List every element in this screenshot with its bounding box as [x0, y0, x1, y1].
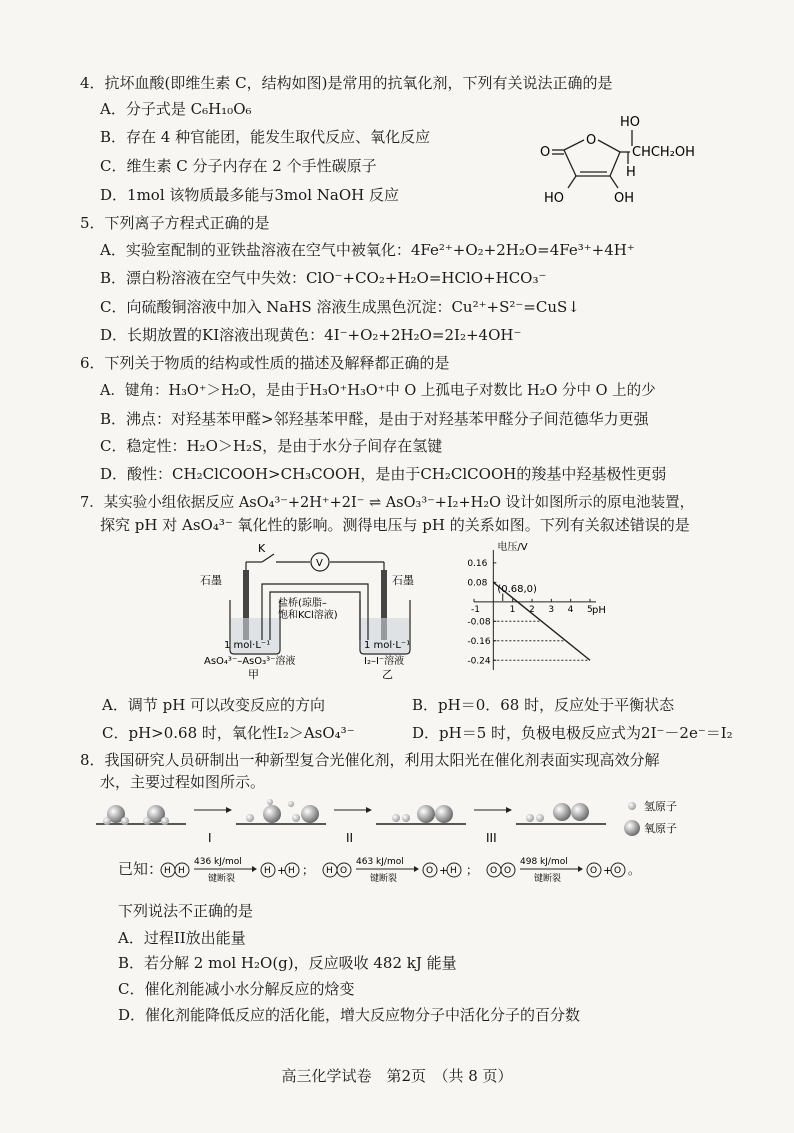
atom-o-2: O	[426, 866, 434, 876]
svg-text:；: ；	[466, 863, 479, 877]
svg-text:。: 。	[628, 863, 641, 877]
legend-hydrogen: 氢原子	[644, 800, 677, 813]
y-axis-label: 电压/V	[497, 542, 528, 553]
q8-option-c: C．催化剂能减小水分解反应的焓变	[118, 980, 355, 998]
bond-energy-ho: 463 kJ/mol	[356, 857, 404, 867]
left-cell-label: 甲	[248, 668, 259, 681]
q6-option-b: B．沸点：对羟基苯甲醛>邻羟基苯甲醛，是由于对羟基苯甲醛分子间范德华力更强	[100, 410, 649, 428]
y-tick-label-3: -0.16	[467, 636, 491, 647]
question-5-stem: 5．下列离子方程式正确的是	[80, 214, 270, 232]
curve-label: l	[501, 592, 505, 604]
question-7	[80, 492, 720, 536]
atom-h-6: H	[450, 866, 457, 876]
question-4	[80, 72, 720, 94]
left-solution-name: AsO₄³⁻–AsO₃³⁻溶液	[204, 656, 296, 667]
question-8-stem-line1: 8．我国研究人员研制出一种新型复合光催化剂，利用太阳光在催化剂表面实现高效分解	[80, 751, 660, 769]
atom-o-5: O	[590, 866, 598, 876]
right-graphite-label: 石墨	[392, 574, 414, 587]
y-tick-label-2: -0.08	[467, 617, 491, 628]
switch-label: K	[258, 542, 266, 555]
atom-h-1: H	[164, 866, 171, 876]
q8-option-a: A．过程II放出能量	[118, 929, 246, 947]
question-6	[80, 352, 720, 374]
right-cell-label: 乙	[382, 668, 393, 681]
x-axis-label: pH	[592, 604, 606, 616]
bond-energy-oo: 498 kJ/mol	[520, 857, 568, 867]
step-label-1: I	[208, 831, 212, 845]
y-tick-label-0: 0.16	[467, 558, 488, 569]
q5-option-c: C．向硫酸铜溶液中加入 NaHS 溶液生成黑色沉淀：Cu²⁺+S²⁻=CuS↓	[100, 298, 580, 316]
atom-h-3: H	[264, 866, 271, 876]
x-tick-label-3: 3	[548, 604, 555, 615]
structure-label-ho-top: HO	[620, 115, 641, 130]
q7-option-d: D．pH＝5 时，负极电极反应式为2I⁻－2e⁻＝I₂	[412, 724, 733, 742]
svg-text:+: +	[603, 864, 613, 877]
voltmeter-label: V	[316, 558, 323, 569]
structure-label-ho-bottom: HO	[544, 191, 565, 206]
atom-o-4: O	[504, 866, 512, 876]
q7-option-b: B．pH＝0．68 时，反应处于平衡状态	[412, 696, 675, 714]
salt-bridge-label-1: 盐桥(琼脂–	[278, 598, 327, 609]
bond-energy-equations	[160, 852, 680, 886]
q5-option-b: B．漂白粉溶液在空气中失效：ClO⁻+CO₂+H₂O=HClO+HCO₃⁻	[100, 269, 547, 287]
structure-label-chch2oh: CHCH₂OH	[632, 145, 695, 160]
chart-annotation: (0.68,0)	[497, 583, 537, 595]
q6-option-c: C．稳定性：H₂O＞H₂S，是由于水分子间存在氢键	[100, 437, 443, 455]
q7-option-c: C．pH>0.68 时，氧化性I₂＞AsO₄³⁻	[102, 724, 355, 742]
structure-label-o-carbonyl: O	[540, 145, 551, 160]
x-tick-label-5: 5	[587, 604, 593, 615]
water-splitting-process-diagram	[96, 796, 726, 852]
bond-break-label-3: 键断裂	[534, 874, 562, 884]
voltage-ph-chart	[460, 538, 610, 678]
q8-sub-stem: 下列说法不正确的是	[118, 902, 254, 920]
question-8-stem-line2: 水，主要过程如图所示。	[100, 773, 266, 791]
q6-option-a: A．键角：H₃O⁺＞H₂O，是由于H₃O⁺H₃O⁺中 O 上孤电子对数比 H₂O 分中 O 上的少	[100, 383, 656, 399]
svg-text:+: +	[277, 864, 287, 877]
svg-text:+: +	[439, 864, 449, 877]
q8-option-b: B．若分解 2 mol H₂O(g)，反应吸收 482 kJ 能量	[118, 954, 457, 972]
structure-label-h: H	[626, 165, 636, 180]
atom-o-6: O	[614, 866, 622, 876]
q8-option-d: D．催化剂能降低反应的活化能，增大反应物分子中活化分子的百分数	[118, 1006, 581, 1024]
known-prefix: 已知：	[118, 860, 164, 878]
atom-o-3: O	[490, 866, 498, 876]
atom-h-5: H	[326, 866, 333, 876]
question-4-stem: 4．抗坏血酸(即维生素 C，结构如图)是常用的抗氧化剂，下列有关说法正确的是	[80, 74, 613, 92]
atom-h-4: H	[288, 866, 295, 876]
q6-option-d: D．酸性：CH₂ClCOOH>CH₃COOH，是由于CH₂ClCOOH的羧基中羟基极性更弱	[100, 465, 667, 483]
question-7-stem-line1: 7．某实验小组依据反应 AsO₄³⁻+2H⁺+2I⁻ ⇌ AsO₃³⁻+I₂+H₂O 设计如图所示的原电池装置，	[80, 495, 695, 511]
left-solution-concentration: 1 mol·L⁻¹	[224, 640, 271, 651]
question-5	[80, 212, 720, 234]
step-label-3: III	[486, 831, 497, 845]
atom-h-2: H	[178, 866, 185, 876]
q4-option-b: B．存在 4 种官能团，能发生取代反应、氧化反应	[100, 128, 431, 146]
right-solution-concentration: 1 mol·L⁻¹	[364, 640, 411, 651]
svg-text:；: ；	[302, 863, 315, 877]
bond-break-label-2: 键断裂	[370, 874, 398, 884]
x-tick-label-2: 2	[529, 604, 535, 615]
q5-option-a: A．实验室配制的亚铁盐溶液在空气中被氧化：4Fe²⁺+O₂+2H₂O=4Fe³⁺+4H⁺	[100, 241, 635, 259]
q4-option-d: D．1mol 该物质最多能与3mol NaOH 反应	[100, 186, 399, 204]
q4-option-a: A．分子式是 C₆H₁₀O₆	[100, 100, 252, 118]
q5-option-d: D．长期放置的KI溶液出现黄色：4I⁻+O₂+2H₂O=2I₂+4OH⁻	[100, 326, 522, 344]
galvanic-cell-apparatus	[200, 540, 440, 685]
question-8	[80, 749, 720, 793]
legend-oxygen: 氧原子	[644, 822, 677, 835]
q4-option-c: C．维生素 C 分子内存在 2 个手性碳原子	[100, 157, 377, 175]
x-tick-label-1: 1	[509, 604, 516, 615]
bond-energy-hh: 436 kJ/mol	[194, 857, 242, 867]
question-6-stem: 6．下列关于物质的结构或性质的描述及解释都正确的是	[80, 354, 450, 372]
x-tick-label-0: -1	[471, 604, 480, 615]
salt-bridge-label-2: 饱和KCl溶液)	[278, 610, 338, 621]
y-tick-label-4: -0.24	[467, 656, 491, 667]
y-tick-label-1: 0.08	[467, 578, 488, 589]
oxygen-atom-legend-icon	[624, 820, 640, 836]
vitamin-c-structure	[540, 108, 720, 208]
q7-option-a: A．调节 pH 可以改变反应的方向	[102, 696, 326, 714]
hydrogen-atom-legend-icon	[628, 802, 636, 810]
bond-break-label-1: 键断裂	[208, 874, 236, 884]
structure-label-o-ring: O	[586, 133, 597, 148]
right-solution-name: I₂–I⁻溶液	[364, 656, 405, 667]
atom-o-1: O	[340, 866, 348, 876]
page-footer: 高三化学试卷 第2页 （共 8 页）	[281, 1067, 513, 1085]
x-tick-label-4: 4	[567, 604, 574, 615]
structure-label-oh-bottom: OH	[614, 191, 635, 206]
step-label-2: II	[346, 831, 354, 845]
left-graphite-label: 石墨	[200, 574, 222, 587]
question-7-stem-line2: 探究 pH 对 AsO₄³⁻ 氧化性的影响。测得电压与 pH 的关系如图。下列有关叙述错误的是	[100, 516, 690, 534]
